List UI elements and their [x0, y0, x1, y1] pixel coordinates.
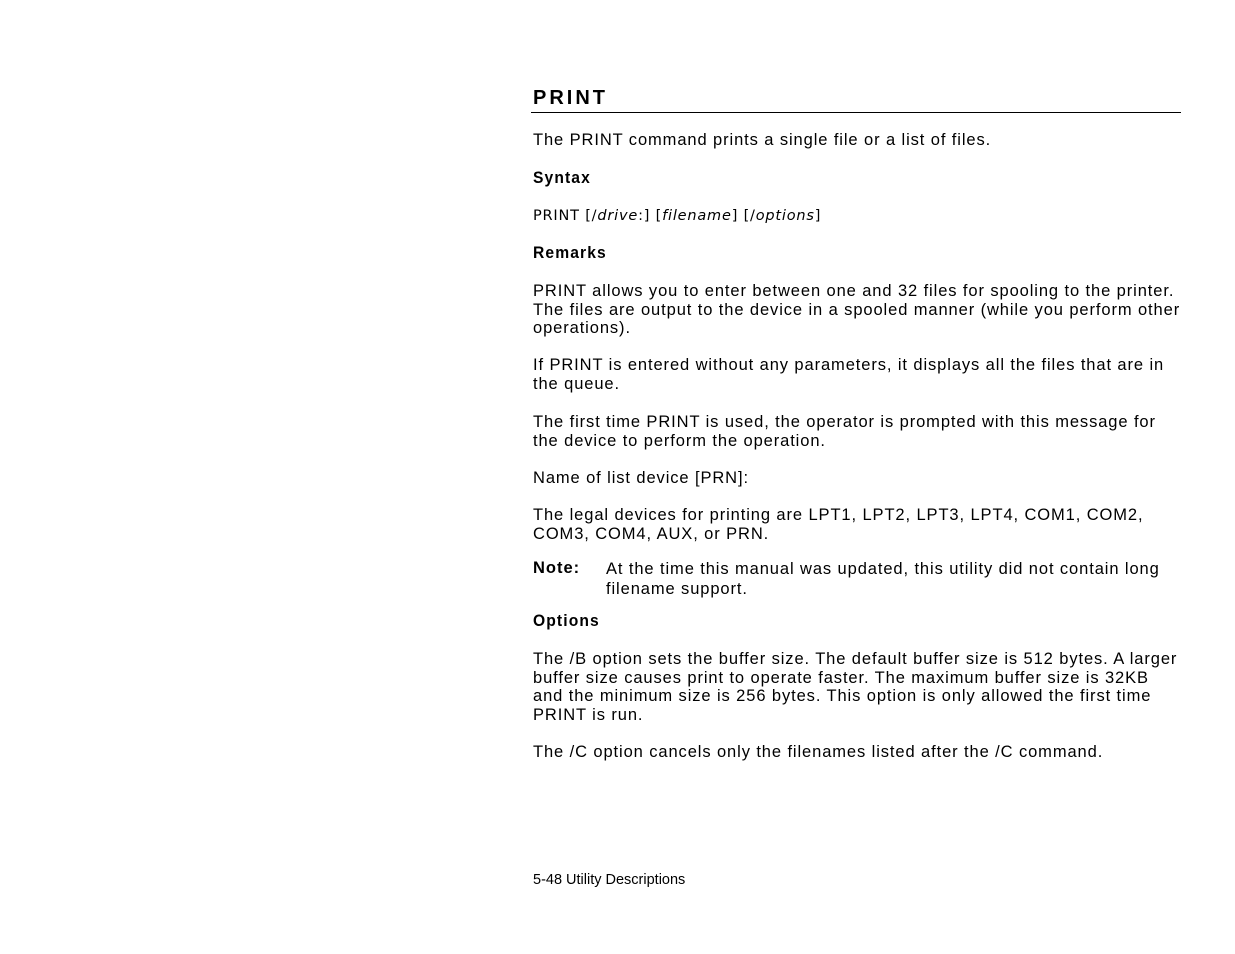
- page-footer: 5-48 Utility Descriptions: [533, 872, 686, 888]
- syntax-bracket: :] [: [638, 208, 663, 224]
- intro-text: The PRINT command prints a single file or a list of files.: [533, 131, 992, 149]
- remarks-paragraph: The first time PRINT is used, the operator is prompted with this message for the device to perform the operation.: [533, 413, 1156, 450]
- remarks-heading: Remarks: [533, 243, 607, 262]
- options-heading: Options: [533, 611, 600, 630]
- syntax-filename: filename: [662, 208, 732, 224]
- title-rule: [531, 112, 1181, 113]
- syntax-command: PRINT: [533, 208, 580, 224]
- remarks-paragraph: The legal devices for printing are LPT1, LPT2, LPT3, LPT4, COM1, COM2, COM3, COM4, AUX, or PRN.: [533, 506, 1144, 543]
- remarks-paragraph: If PRINT is entered without any parameters, it displays all the files that are in the queue.: [533, 356, 1165, 393]
- page-title: PRINT: [533, 87, 608, 109]
- note-label: Note:: [533, 559, 581, 577]
- syntax-line: [533, 206, 821, 226]
- syntax-bracket: [/: [579, 208, 598, 224]
- options-paragraph: The /C option cancels only the filenames listed after the /C command.: [533, 743, 1104, 761]
- syntax-drive: drive: [597, 208, 639, 224]
- syntax-bracket: ] [/: [731, 208, 756, 224]
- note-text: At the time this manual was updated, this utility did not contain long filename support.: [606, 560, 1160, 598]
- syntax-bracket: ]: [814, 208, 822, 224]
- syntax-heading: Syntax: [533, 168, 591, 187]
- options-paragraph: The /B option sets the buffer size. The default buffer size is 512 bytes. A larger buffer size causes print to operate faster. The maximum buffer size is 32KB and the minimum size is 256 bytes. This option is only allowed the first time PRINT is run.: [533, 650, 1178, 725]
- prompt-message: Name of list device [PRN]:: [533, 469, 749, 487]
- remarks-paragraph: PRINT allows you to enter between one and 32 files for spooling to the printer. The files are output to the device in a spooled manner (while you perform other operations).: [533, 282, 1181, 338]
- syntax-options: options: [755, 208, 815, 224]
